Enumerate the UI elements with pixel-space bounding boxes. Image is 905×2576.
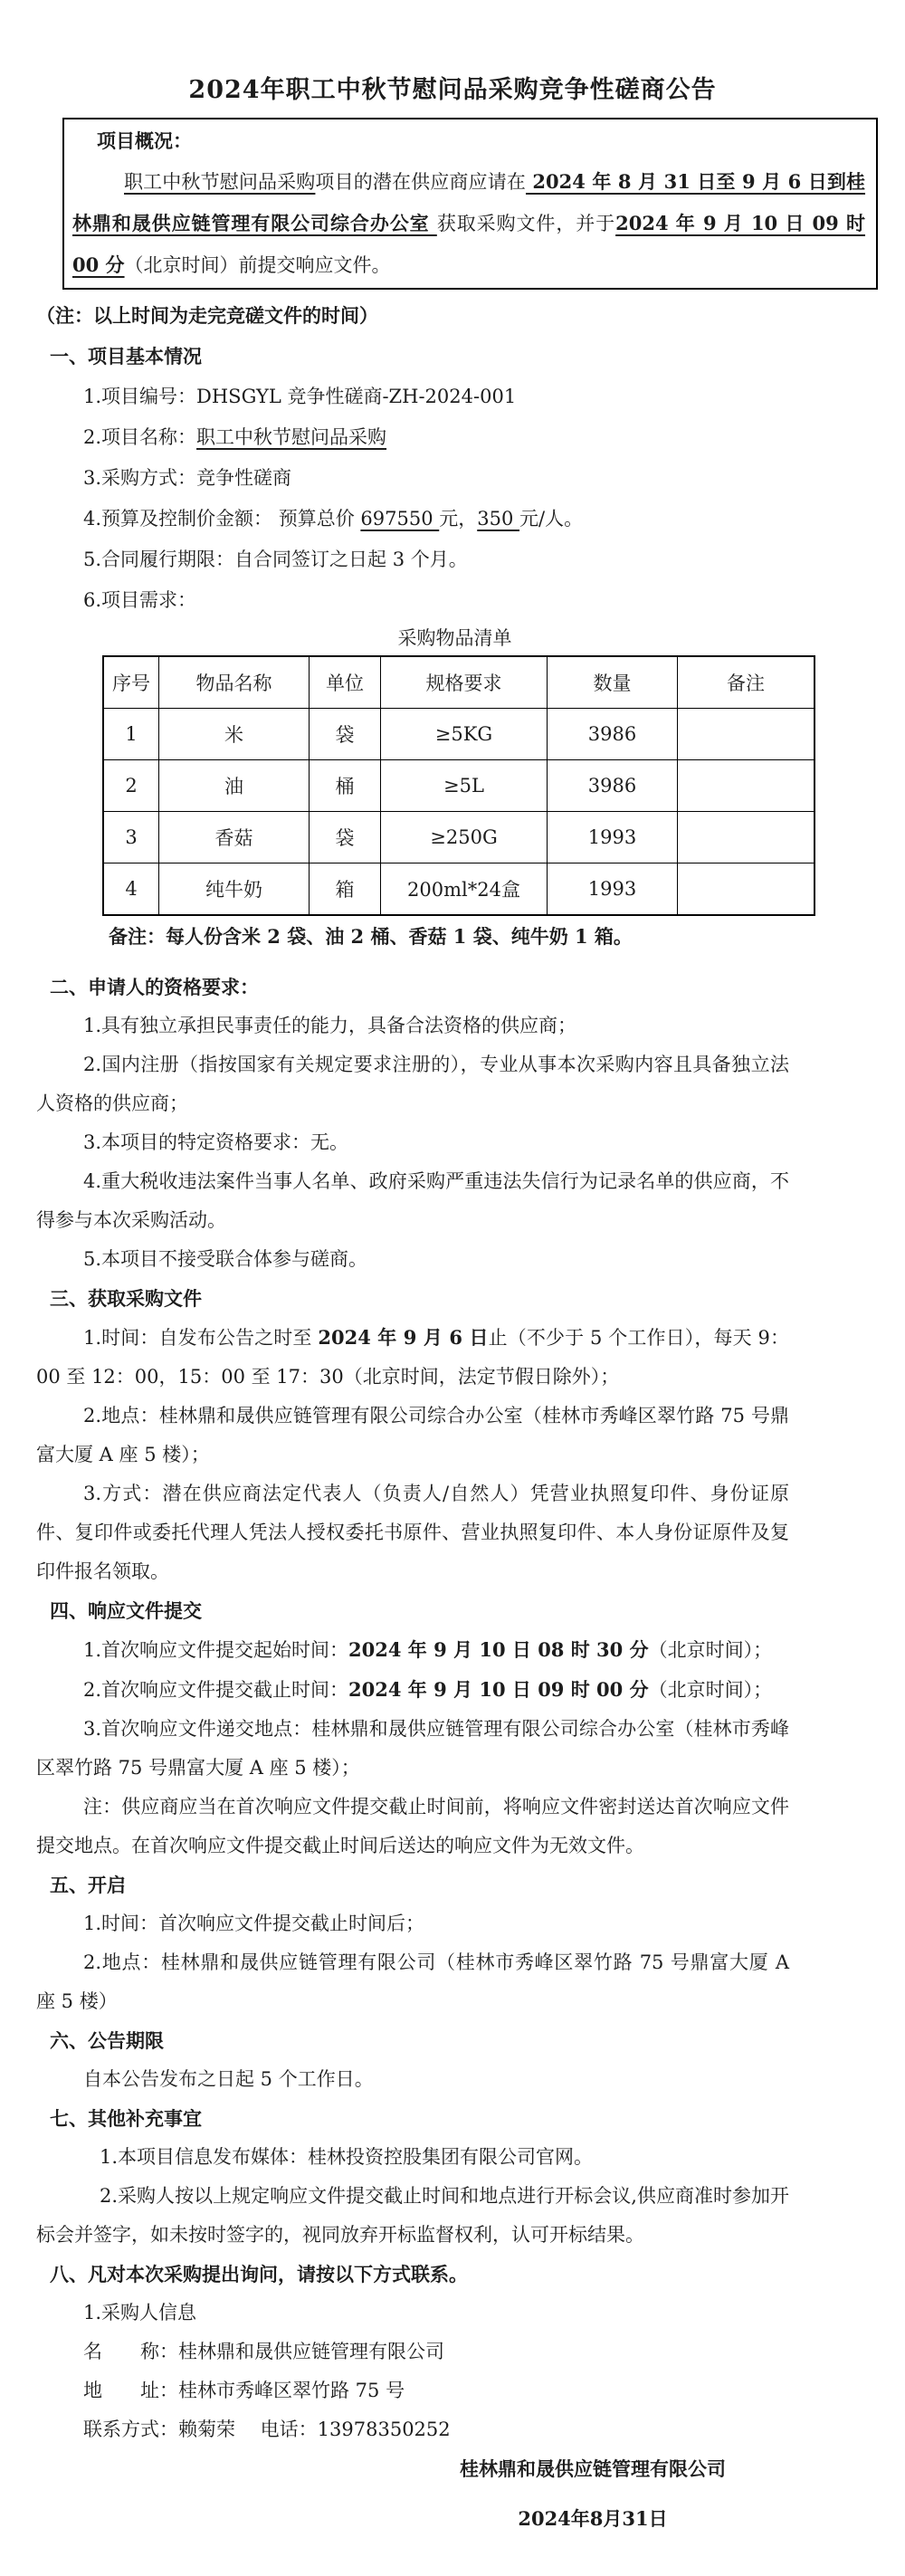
cell-spec: ≥250G xyxy=(381,812,548,863)
cell-unit: 桶 xyxy=(310,760,381,812)
cell-unit: 袋 xyxy=(310,709,381,760)
goods-table-header-row xyxy=(103,656,814,709)
section-7-heading: 七、其他补充事宜 xyxy=(50,2107,202,2130)
opening-place-line: 2.地点：桂林鼎和晟供应链管理有限公司（桂林市秀峰区翠竹路 75 号鼎富大厦 A 座 5 楼） xyxy=(36,1951,789,2012)
qualification-item-3: 3.本项目的特定资格要求：无。 xyxy=(83,1131,349,1153)
cell-unit: 箱 xyxy=(310,863,381,916)
cell-name: 油 xyxy=(159,760,310,812)
submit-deadline-line xyxy=(36,1670,789,1710)
cell-qty: 1993 xyxy=(548,863,678,916)
purchaser-name-line: 名 称：桂林鼎和晟供应链管理有限公司 xyxy=(83,2341,444,2362)
submit-start-line xyxy=(36,1630,789,1670)
section-6-heading: 六、公告期限 xyxy=(50,2029,164,2052)
purchaser-contact-line: 联系方式：赖菊荣 电话：13978350252 xyxy=(83,2419,451,2440)
cell-seq: 3 xyxy=(103,812,159,863)
obtain-time-text-2: 止（不少于 5 个工作日），每天 9：00 至 12：00，15：00 至 17：30（北京时间，法定节假日除外）； xyxy=(36,1327,790,1388)
cell-spec: ≥5KG xyxy=(381,709,548,760)
cell-qty: 3986 xyxy=(548,709,678,760)
contract-period-line: 5.合同履行期限：自合同签订之日起 3 个月。 xyxy=(83,549,468,570)
column-header-seq: 序号 xyxy=(103,656,159,709)
project-number-line: 1.项目编号：DHSGYL 竞争性磋商-ZH-2024-001 xyxy=(83,386,517,407)
section-8-heading: 八、凡对本次采购提出询问，请按以下方式联系。 xyxy=(50,2263,468,2285)
project-name-value: 职工中秋节慰问品采购 xyxy=(196,426,387,448)
purchaser-address-line: 地 址：桂林市秀峰区翠竹路 75 号 xyxy=(83,2380,405,2401)
column-header-remark: 备注 xyxy=(678,656,815,709)
obtain-place-line: 2.地点：桂林鼎和晟供应链管理有限公司综合办公室（桂林市秀峰区翠竹路 75 号鼎富大厦 A 座 5 楼）； xyxy=(36,1405,789,1465)
budget-text-2: 元/人。 xyxy=(519,508,584,530)
cell-spec: ≥5L xyxy=(381,760,548,812)
cell-name: 米 xyxy=(159,709,310,760)
table-row-oil xyxy=(103,760,814,812)
cell-remark xyxy=(678,812,815,863)
table-row-milk xyxy=(103,863,814,916)
obtain-method-line: 3.方式：潜在供应商法定代表人（负责人/自然人）凭营业执照复印件、身份证原件、复印件或委托代理人凭法人授权委托书原件、营业执照复印件、本人身份证原件及复印件报名领取。 xyxy=(36,1483,789,1582)
cell-unit: 袋 xyxy=(310,812,381,863)
submit-deadline-datetime: 2024 年 9 月 10 日 09 时 00 分 xyxy=(348,1678,649,1701)
cell-seq: 2 xyxy=(103,760,159,812)
announcement-page xyxy=(0,76,905,2576)
goods-table xyxy=(102,655,815,916)
qualification-item-1: 1.具有独立承担民事责任的能力，具备合法资格的供应商； xyxy=(83,1015,577,1036)
submit-place-line: 3.首次响应文件递交地点：桂林鼎和晟供应链管理有限公司综合办公室（桂林市秀峰区翠竹路 75 号鼎富大厦 A 座 5 楼）； xyxy=(36,1718,789,1779)
cell-name: 香菇 xyxy=(159,812,310,863)
obtain-time-text-1: 1.时间：自发布公告之时至 xyxy=(83,1327,319,1349)
qualification-item-5: 5.本项目不接受联合体参与磋商。 xyxy=(83,1248,368,1270)
column-header-spec: 规格要求 xyxy=(381,656,548,709)
signature-block xyxy=(457,2449,729,2538)
section-3-heading: 三、获取采购文件 xyxy=(50,1287,202,1310)
submit-deadline-label: 2.首次响应文件提交截止时间： xyxy=(83,1679,349,1701)
project-demand-line: 6.项目需求： xyxy=(83,589,197,611)
overview-label: 项目概况： xyxy=(97,129,192,152)
cell-remark xyxy=(678,709,815,760)
page-title: 2024年职工中秋节慰问品采购竞争性磋商公告 xyxy=(188,76,717,104)
procurement-method-line: 3.采购方式：竞争性磋商 xyxy=(83,467,292,489)
cell-qty: 3986 xyxy=(548,760,678,812)
table-row-mushroom xyxy=(103,812,814,863)
overview-project-name: 职工中秋节慰问品采购 xyxy=(124,171,316,193)
table-footnote: 备注：每人份含米 2 袋、油 2 桶、香菇 1 袋、纯牛奶 1 箱。 xyxy=(109,925,633,948)
qualification-item-4: 4.重大税收违法案件当事人名单、政府采购严重违法失信行为记录名单的供应商，不得参与本次采购活动。 xyxy=(36,1170,789,1231)
overview-paragraph xyxy=(72,161,865,286)
cell-remark xyxy=(678,863,815,916)
overview-deadline: 2024 年 9 月 10 日 09 时 00 分 xyxy=(72,212,866,276)
goods-table-title: 采购物品清单 xyxy=(397,627,512,649)
cell-name: 纯牛奶 xyxy=(159,863,310,916)
signature-company: 桂林鼎和晟供应链管理有限公司 xyxy=(460,2457,726,2480)
opening-time-line: 1.时间：首次响应文件提交截止时间后； xyxy=(83,1913,425,1934)
project-name-line xyxy=(36,417,789,458)
cell-spec: 200ml*24盒 xyxy=(381,863,548,916)
obtain-time-date: 2024 年 9 月 6 日 xyxy=(318,1326,489,1349)
budget-per-person-value: 350 xyxy=(477,508,519,530)
column-header-unit: 单位 xyxy=(310,656,381,709)
note-line: （注：以上时间为走完竞磋文件的时间） xyxy=(36,304,378,327)
submit-deadline-suffix: （北京时间）； xyxy=(648,1679,773,1701)
cell-seq: 1 xyxy=(103,709,159,760)
announcement-period-line: 自本公告发布之日起 5 个工作日。 xyxy=(83,2068,374,2090)
media-line: 1.本项目信息发布媒体：桂林投资控股集团有限公司官网。 xyxy=(100,2146,594,2168)
table-row-rice xyxy=(103,709,814,760)
budget-label: 4.预算及控制价金额： 预算总价 xyxy=(83,508,361,530)
qualification-item-2: 2.国内注册（指按国家有关规定要求注册的），专业从事本次采购内容且具备独立法人资格的供应商； xyxy=(36,1054,789,1114)
overview-text-2: 获取采购文件，并于 xyxy=(436,213,616,234)
bid-opening-rule-line: 2.采购人按以上规定响应文件提交截止时间和地点进行开标会议,供应商准时参加开标会并签字，如未按时签字的，视同放弃开标监督权利，认可开标结果。 xyxy=(36,2185,789,2246)
budget-line xyxy=(36,499,789,539)
budget-text-1: 元， xyxy=(439,508,478,530)
project-name-label: 2.项目名称： xyxy=(83,426,197,448)
column-header-name: 物品名称 xyxy=(159,656,310,709)
submit-start-datetime: 2024 年 9 月 10 日 08 时 30 分 xyxy=(348,1638,649,1661)
column-header-qty: 数量 xyxy=(548,656,678,709)
obtain-time-line xyxy=(36,1318,789,1397)
project-overview-box xyxy=(62,118,878,290)
section-4-heading: 四、响应文件提交 xyxy=(50,1599,202,1622)
overview-text-3: （北京时间）前提交响应文件。 xyxy=(124,254,391,276)
section-1-heading: 一、项目基本情况 xyxy=(50,345,202,367)
section-5-heading: 五、开启 xyxy=(50,1874,126,1896)
cell-remark xyxy=(678,760,815,812)
signature-date: 2024年8月31日 xyxy=(518,2507,668,2530)
budget-total-value: 697550 xyxy=(360,508,440,530)
submit-note-line: 注：供应商应当在首次响应文件提交截止时间前，将响应文件密封送达首次响应文件提交地点。在首次响应文件提交截止时间后送达的响应文件为无效文件。 xyxy=(36,1796,789,1856)
cell-qty: 1993 xyxy=(548,812,678,863)
purchaser-info-label: 1.采购人信息 xyxy=(83,2302,197,2323)
submit-start-label: 1.首次响应文件提交起始时间： xyxy=(83,1639,349,1661)
section-2-heading: 二、申请人的资格要求： xyxy=(50,976,259,998)
overview-obtain-period: 2024 年 8 月 31 日至 9 月 6 日到桂林鼎和晟供应链管理有限公司综合办公室 xyxy=(72,170,866,234)
submit-start-suffix: （北京时间）； xyxy=(648,1639,773,1661)
cell-seq: 4 xyxy=(103,863,159,916)
overview-text-1: 项目的潜在供应商应请在 xyxy=(315,171,526,193)
